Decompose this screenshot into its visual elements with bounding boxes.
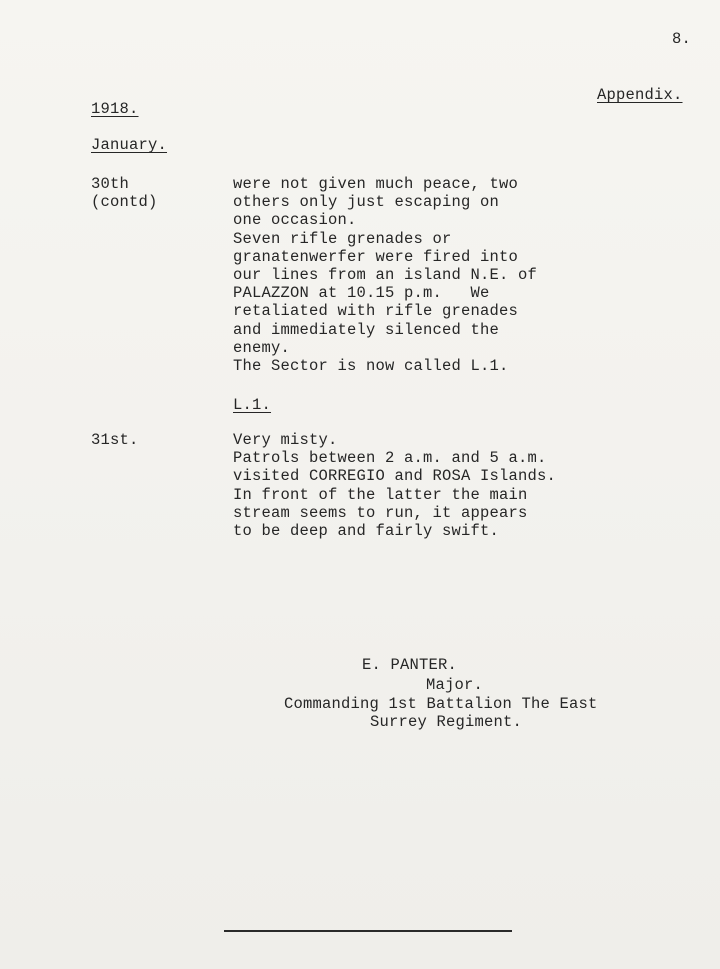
bottom-rule	[224, 930, 512, 932]
month-heading: January.	[91, 136, 168, 154]
page-number: 8.	[672, 30, 692, 48]
entry-date-30th	[91, 175, 158, 211]
signatory-rank: Major.	[426, 676, 484, 694]
entry-text-line: In front of the latter the main	[233, 485, 528, 504]
entry-text-line: granatenwerfer were fired into	[233, 247, 519, 266]
entry-text-31st	[233, 431, 556, 540]
entry-date-31st	[91, 431, 139, 449]
entry-text-line: to be deep and fairly swift.	[233, 522, 500, 541]
entry-date-line: 30th	[91, 175, 130, 193]
entry-text-line: were not given much peace, two	[233, 175, 519, 193]
signatory-command-line2: Surrey Regiment.	[370, 713, 523, 731]
entry-date-line: (contd)	[91, 193, 158, 212]
entry-text-line: Seven rifle grenades or	[233, 229, 452, 248]
entry-text-line: The Sector is now called L.1.	[233, 357, 509, 376]
entry-text-line: Very misty.	[233, 431, 338, 449]
entry-text-line: Patrols between 2 a.m. and 5 a.m.	[233, 449, 547, 468]
entry-text-line: PALAZZON at 10.15 p.m. We	[233, 284, 490, 303]
entry-text-30th	[233, 175, 537, 375]
entry-text-line: retaliated with rifle grenades	[233, 302, 519, 321]
entry-text-line: one occasion.	[233, 211, 357, 230]
sector-heading: L.1.	[233, 396, 272, 414]
entry-text-line: visited CORREGIO and ROSA Islands.	[233, 467, 557, 486]
signatory-name: E. PANTER.	[362, 656, 458, 674]
entry-text-line: enemy.	[233, 338, 291, 357]
appendix-label: Appendix.	[597, 86, 683, 104]
signatory-command-line1: Commanding 1st Battalion The East	[284, 695, 598, 713]
entry-text-line: our lines from an island N.E. of	[233, 266, 538, 285]
entry-text-line: others only just escaping on	[233, 193, 500, 212]
entry-text-line: and immediately silenced the	[233, 320, 500, 339]
entry-date-line: 31st.	[91, 431, 139, 449]
year-heading: 1918.	[91, 100, 139, 118]
entry-text-line: stream seems to run, it appears	[233, 503, 528, 522]
